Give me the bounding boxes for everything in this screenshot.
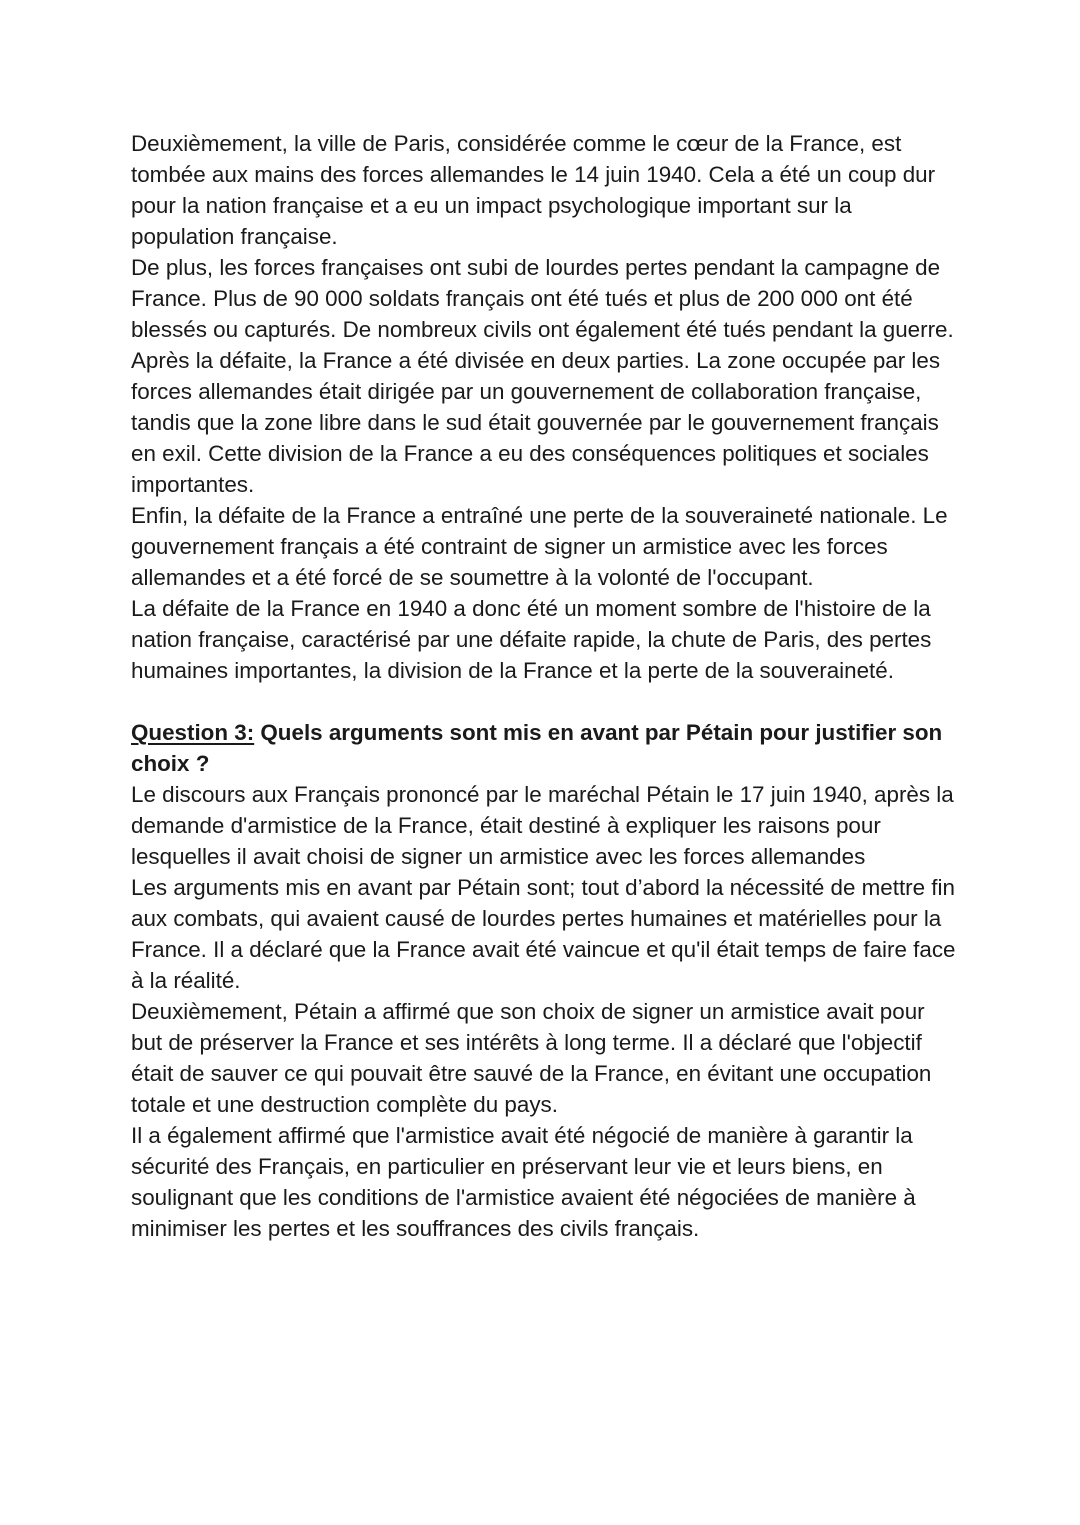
- paragraph-securite: Il a également affirmé que l'armistice avait été négocié de manière à garantir la sécurité des Français, en particulier en préservant leur vie et leurs biens, en soulignant que les conditions de l'armistice avaient été négociées de manière à minimiser les pertes et les souffrances des civils français.: [131, 1123, 916, 1241]
- document-page: [131, 128, 961, 1244]
- paragraph-arguments: Les arguments mis en avant par Pétain sont; tout d’abord la nécessité de mettre fin aux combats, qui avaient causé de lourdes pertes humaines et matérielles pour la France. Il a déclaré que la France avait été vaincue et qu'il était temps de faire face à la réalité.: [131, 875, 956, 993]
- question-3-label: Question 3:: [131, 720, 255, 745]
- paragraph-discours: Le discours aux Français prononcé par le maréchal Pétain le 17 juin 1940, après la demande d'armistice de la France, était destiné à expliquer les raisons pour lesquelles il avait choisi de signer un armistice avec les forces allemandes: [131, 782, 954, 869]
- paragraph-sovereignty: Enfin, la défaite de la France a entraîné une perte de la souveraineté nationale. Le gouvernement français a été contraint de signer un armistice avec les forces allemandes et a été forcé de se soumettre à la volonté de l'occupant.: [131, 503, 948, 590]
- question-3-heading: [131, 717, 961, 779]
- paragraph-division: Après la défaite, la France a été divisée en deux parties. La zone occupée par les forces allemandes était dirigée par un gouvernement de collaboration française, tandis que la zone libre dans le sud était gouvernée par le gouvernement français en exil. Cette division de la France a eu des conséquences politiques et sociales importantes.: [131, 348, 941, 497]
- paragraph-paris-fall: Deuxièmement, la ville de Paris, considérée comme le cœur de la France, est tombée aux mains des forces allemandes le 14 juin 1940. Cela a été un coup dur pour la nation française et a eu un impact psychologique important sur la population française.: [131, 131, 936, 249]
- paragraph-conclusion: La défaite de la France en 1940 a donc été un moment sombre de l'histoire de la nation française, caractérisé par une défaite rapide, la chute de Paris, des pertes humaines importantes, la division de la France et la perte de la souveraineté.: [131, 596, 932, 683]
- question-3-text: Quels arguments sont mis en avant par Pétain pour justifier son choix ?: [131, 720, 943, 776]
- section-spacer: [131, 686, 961, 717]
- paragraph-preserver: Deuxièmement, Pétain a affirmé que son choix de signer un armistice avait pour but de préserver la France et ses intérêts à long terme. Il a déclaré que l'objectif était de sauver ce qui pouvait être sauvé de la France, en évitant une occupation totale et une destruction complète du pays.: [131, 999, 932, 1117]
- paragraph-losses: De plus, les forces françaises ont subi de lourdes pertes pendant la campagne de France. Plus de 90 000 soldats français ont été tués et plus de 200 000 ont été blessés ou capturés. De nombreux civils ont également été tués pendant la guerre.: [131, 255, 954, 342]
